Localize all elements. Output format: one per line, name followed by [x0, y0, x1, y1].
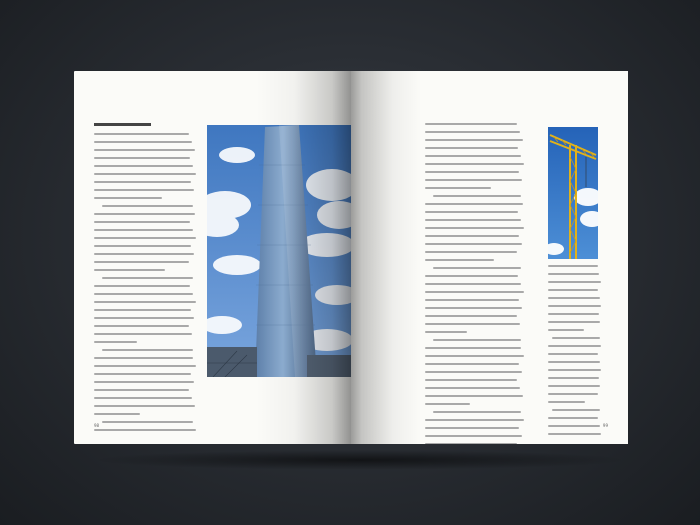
- text-line: [425, 347, 521, 349]
- text-line: [425, 371, 522, 373]
- text-line: [425, 443, 517, 444]
- text-line: [425, 387, 520, 389]
- text-line: [94, 341, 137, 343]
- text-line: [425, 419, 524, 421]
- text-line: [425, 235, 519, 237]
- text-line: [548, 425, 600, 427]
- text-line: [548, 433, 601, 435]
- text-line: [425, 203, 523, 205]
- text-line: [548, 265, 598, 267]
- text-line: [94, 269, 165, 271]
- text-line: [548, 289, 598, 291]
- text-line: [548, 345, 601, 347]
- text-line: [548, 313, 599, 315]
- text-line: [94, 373, 191, 375]
- skyscraper-photo: [207, 125, 351, 377]
- text-line: [94, 381, 194, 383]
- text-line: [552, 337, 600, 339]
- text-line: [548, 361, 600, 363]
- text-line: [94, 173, 196, 175]
- text-line: [102, 277, 193, 279]
- text-line: [548, 321, 600, 323]
- text-line: [94, 213, 195, 215]
- text-line: [425, 323, 520, 325]
- text-line: [94, 317, 194, 319]
- text-line: [548, 401, 585, 403]
- text-line: [94, 181, 191, 183]
- text-line: [94, 389, 189, 391]
- text-line: [433, 195, 521, 197]
- text-line: [548, 281, 601, 283]
- text-line: [548, 369, 601, 371]
- text-line: [425, 427, 519, 429]
- text-line: [94, 149, 195, 151]
- right-text-column-2: [548, 265, 602, 441]
- text-line: [552, 409, 600, 411]
- crane-photo: [548, 127, 598, 259]
- text-line: [425, 291, 524, 293]
- text-line: [425, 219, 521, 221]
- text-line: [94, 221, 190, 223]
- text-line: [94, 301, 196, 303]
- text-line: [94, 253, 194, 255]
- text-line: [548, 393, 598, 395]
- text-line: [548, 329, 584, 331]
- text-line: [425, 331, 467, 333]
- text-line: [94, 325, 189, 327]
- text-line: [94, 245, 191, 247]
- text-line: [425, 139, 523, 141]
- text-line: [425, 155, 521, 157]
- text-line: [94, 357, 193, 359]
- text-line: [433, 267, 521, 269]
- right-page-number: 99: [602, 423, 608, 428]
- text-line: [425, 283, 521, 285]
- text-line: [425, 299, 519, 301]
- text-line: [94, 189, 194, 191]
- text-line: [94, 429, 196, 431]
- text-line: [94, 333, 192, 335]
- text-line: [425, 147, 518, 149]
- text-line: [548, 417, 598, 419]
- text-line: [94, 141, 192, 143]
- text-line: [425, 227, 524, 229]
- heading-line: [94, 123, 151, 126]
- text-line: [425, 307, 522, 309]
- left-text-column: [94, 123, 197, 437]
- text-line: [102, 421, 193, 423]
- text-line: [425, 259, 494, 261]
- right-gutter-shadow: [351, 71, 421, 444]
- text-line: [425, 123, 517, 125]
- magazine-spread: [74, 71, 628, 444]
- magazine-shadow: [90, 450, 630, 470]
- text-line: [94, 197, 162, 199]
- right-page: [351, 71, 628, 444]
- text-line: [94, 237, 196, 239]
- text-line: [425, 251, 517, 253]
- text-line: [425, 163, 524, 165]
- text-line: [425, 379, 517, 381]
- text-line: [433, 411, 521, 413]
- text-line: [94, 261, 189, 263]
- text-line: [425, 315, 517, 317]
- left-page: [74, 71, 351, 444]
- text-line: [425, 171, 519, 173]
- text-line: [425, 243, 522, 245]
- text-line: [102, 205, 193, 207]
- text-line: [425, 131, 520, 133]
- text-line: [425, 403, 470, 405]
- text-line: [425, 187, 491, 189]
- text-line: [548, 353, 598, 355]
- text-line: [425, 395, 523, 397]
- text-line: [425, 355, 524, 357]
- text-line: [94, 293, 193, 295]
- text-line: [94, 165, 193, 167]
- text-line: [548, 385, 600, 387]
- text-line: [94, 133, 189, 135]
- text-line: [425, 179, 522, 181]
- text-line: [94, 229, 193, 231]
- text-line: [94, 365, 196, 367]
- text-line: [548, 273, 599, 275]
- right-text-column-1: [425, 123, 525, 444]
- text-line: [425, 275, 518, 277]
- text-line: [425, 435, 522, 437]
- text-line: [94, 397, 192, 399]
- text-line: [425, 211, 518, 213]
- text-line: [102, 349, 193, 351]
- text-line: [94, 309, 191, 311]
- text-line: [94, 285, 190, 287]
- text-line: [548, 297, 600, 299]
- text-line: [548, 377, 599, 379]
- text-line: [94, 413, 140, 415]
- text-line: [548, 305, 601, 307]
- left-page-number: 98: [94, 423, 100, 428]
- text-line: [433, 339, 521, 341]
- text-line: [425, 363, 519, 365]
- text-line: [94, 157, 190, 159]
- text-line: [94, 405, 195, 407]
